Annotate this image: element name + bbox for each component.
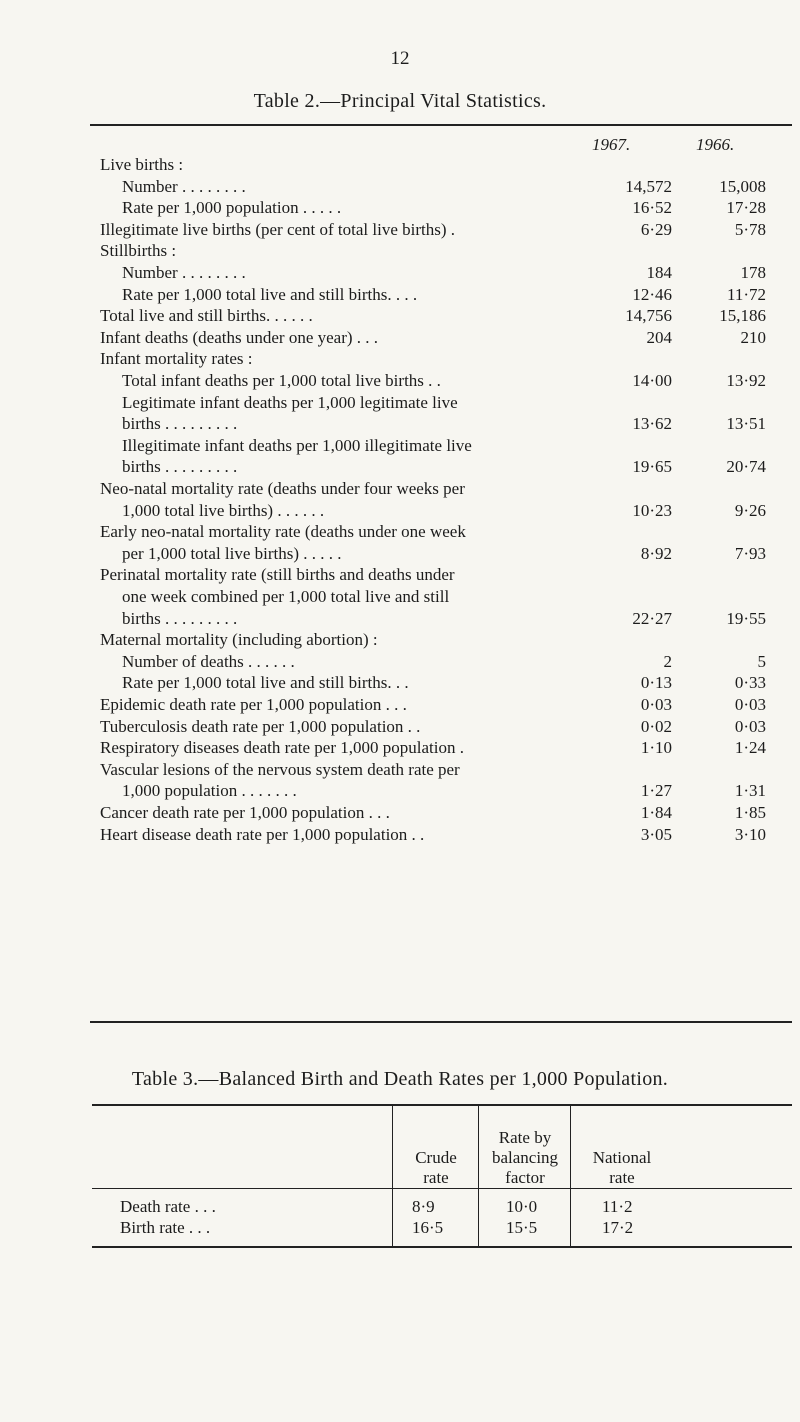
value-1966: 1·24 [734,738,766,758]
header-balancing-factor [480,1128,570,1188]
table-row [0,240,800,262]
value-1966: 178 [740,263,766,282]
row-label: Rate per 1,000 population . . . . . [122,198,342,218]
row-label: Number of deaths . . . . . . [122,651,295,671]
value-1967: 22·27 [632,608,672,628]
table-row [0,608,800,630]
table-row [0,521,800,543]
table-3-column-divider [478,1106,479,1246]
table-row [0,219,800,241]
table-row [0,456,800,478]
table-row [0,716,800,738]
value-1967: 1·84 [640,803,672,822]
value-1967: 1·27 [640,781,672,801]
crude-rate-value: 8·9 [412,1197,435,1216]
value-1967: 14·00 [632,371,672,390]
value-1967: 13·62 [632,414,672,434]
value-1967: 14,756 [625,306,672,326]
row-label: Rate per 1,000 total live and still births. . . . [122,284,418,304]
table-row [0,197,800,219]
table-row [0,176,800,198]
value-1967: 8·92 [640,543,672,563]
header-crude-rate [396,1148,476,1188]
row-label: Infant deaths (deaths under one year) . . . [100,327,379,347]
row-label: Number . . . . . . . . [122,263,246,282]
row-label: Death rate . . . [120,1197,216,1216]
header-line: factor [505,1168,545,1187]
row-label: Perinatal mortality rate (still births and deaths under [100,565,455,585]
page-number: 12 [390,48,410,69]
value-1967: 6·29 [640,219,672,239]
table-3-top-rule [92,1104,792,1106]
table-row [0,629,800,651]
row-label: Heart disease death rate per 1,000 population . . [100,824,425,844]
value-1967: 1·10 [640,738,672,758]
table-row [0,651,800,673]
value-1966: 5·78 [734,219,766,239]
table-row [0,500,800,522]
table-row [0,478,800,500]
value-1966: 17·28 [726,198,766,218]
table-row [0,694,800,716]
row-label: Stillbirths : [100,241,177,261]
table-row [0,262,800,284]
row-label: per 1,000 total live births) . . . . . [122,543,342,563]
table-row [0,413,800,435]
value-1967: 3·05 [640,824,672,844]
year-header-1966: 1966. [696,135,735,154]
row-label: Infant mortality rates : [100,349,253,369]
table-row [0,802,800,824]
national-rate-value: 17·2 [602,1218,634,1237]
value-1967: 10·23 [632,500,672,520]
row-label: Illegitimate infant deaths per 1,000 illegitimate live [122,435,472,455]
table-row [0,305,800,327]
value-1966: 13·92 [726,371,766,390]
table-row [0,780,800,802]
header-line: balancing [491,1148,559,1167]
value-1966: 19·55 [726,608,766,628]
table-row [0,154,800,176]
value-1967: 2 [663,651,672,671]
row-label: Total live and still births. . . . . . [100,306,313,326]
table-row [0,672,800,694]
row-label: births . . . . . . . . . [122,414,238,434]
table-row [0,370,800,392]
table-row [0,543,800,565]
value-1967: 204 [646,327,672,347]
header-line: rate [423,1168,449,1187]
row-label: 1,000 population . . . . . . . [122,781,297,801]
row-label: Legitimate infant deaths per 1,000 legitimate live [122,392,458,412]
value-1966: 210 [740,327,766,347]
row-label: Early neo-natal mortality rate (deaths under one week [100,522,466,542]
row-label: births . . . . . . . . . [122,608,238,628]
row-label: Respiratory diseases death rate per 1,000 population . [100,738,464,758]
table-row [0,284,800,306]
value-1966: 1·85 [734,803,766,822]
row-label: Illegitimate live births (per cent of total live births) . [100,219,456,239]
value-1966: 0·03 [734,716,766,736]
table-3-header-rule [92,1188,792,1189]
value-1967: 0·13 [640,673,672,693]
value-1966: 7·93 [734,543,766,563]
value-1966: 20·74 [726,457,766,477]
value-1967: 0·02 [640,716,672,736]
header-line: National [592,1148,652,1167]
table-row [0,327,800,349]
table-row [0,564,800,586]
header-line: Rate by [498,1128,552,1147]
value-1966: 5 [757,651,766,671]
row-label: one week combined per 1,000 total live and still [122,587,450,606]
row-label: Live births : [100,155,184,174]
table-row [0,824,800,846]
table-3-bottom-rule [92,1246,792,1248]
value-1966: 1·31 [734,781,766,801]
row-label: births . . . . . . . . . [122,457,238,477]
header-line: Crude [415,1148,457,1167]
table-row [0,348,800,370]
table-2-title: Table 2.—Principal Vital Statistics. [253,90,547,112]
row-label: 1,000 total live births) . . . . . . [122,500,325,520]
table-row [0,586,800,608]
value-1966: 15,186 [719,306,766,326]
balancing-factor-value: 10·0 [506,1197,538,1216]
table-row [0,435,800,457]
table-3-title: Table 3.—Balanced Birth and Death Rates per 1,000 Population. [131,1068,669,1090]
row-label: Birth rate . . . [120,1218,211,1237]
value-1966: 11·72 [726,284,766,304]
value-1967: 19·65 [632,457,672,477]
year-header-1967: 1967. [592,135,631,154]
value-1967: 184 [646,263,672,282]
crude-rate-value: 16·5 [412,1218,444,1237]
value-1966: 0·33 [734,673,766,693]
value-1967: 16·52 [632,198,672,218]
table-2-bottom-rule [90,1021,792,1023]
table-row [0,759,800,781]
value-1967: 0·03 [640,695,672,714]
row-label: Number . . . . . . . . [122,176,246,196]
table-row [0,737,800,759]
table-3-column-divider [570,1106,571,1246]
row-label: Total infant deaths per 1,000 total live births . . [122,371,441,390]
value-1966: 9·26 [734,500,766,520]
row-label: Epidemic death rate per 1,000 population . . . [100,695,407,714]
header-national-rate [572,1148,672,1188]
value-1966: 13·51 [726,414,766,434]
value-1966: 3·10 [734,824,766,844]
table-3-column-divider [392,1106,393,1246]
row-label: Vascular lesions of the nervous system death rate per [100,759,460,779]
row-label: Cancer death rate per 1,000 population . . . [100,803,390,822]
header-line: rate [609,1168,635,1187]
national-rate-value: 11·2 [602,1197,633,1216]
table-2-top-rule [90,124,792,126]
value-1967: 12·46 [632,284,672,304]
row-label: Neo-natal mortality rate (deaths under four weeks per [100,479,465,498]
table-row [0,392,800,414]
value-1967: 14,572 [625,176,672,196]
value-1966: 0·03 [734,695,766,714]
row-label: Maternal mortality (including abortion) : [100,630,378,650]
value-1966: 15,008 [719,176,766,196]
balancing-factor-value: 15·5 [506,1218,538,1237]
row-label: Tuberculosis death rate per 1,000 population . . [100,716,421,736]
row-label: Rate per 1,000 total live and still births. . . [122,673,409,693]
